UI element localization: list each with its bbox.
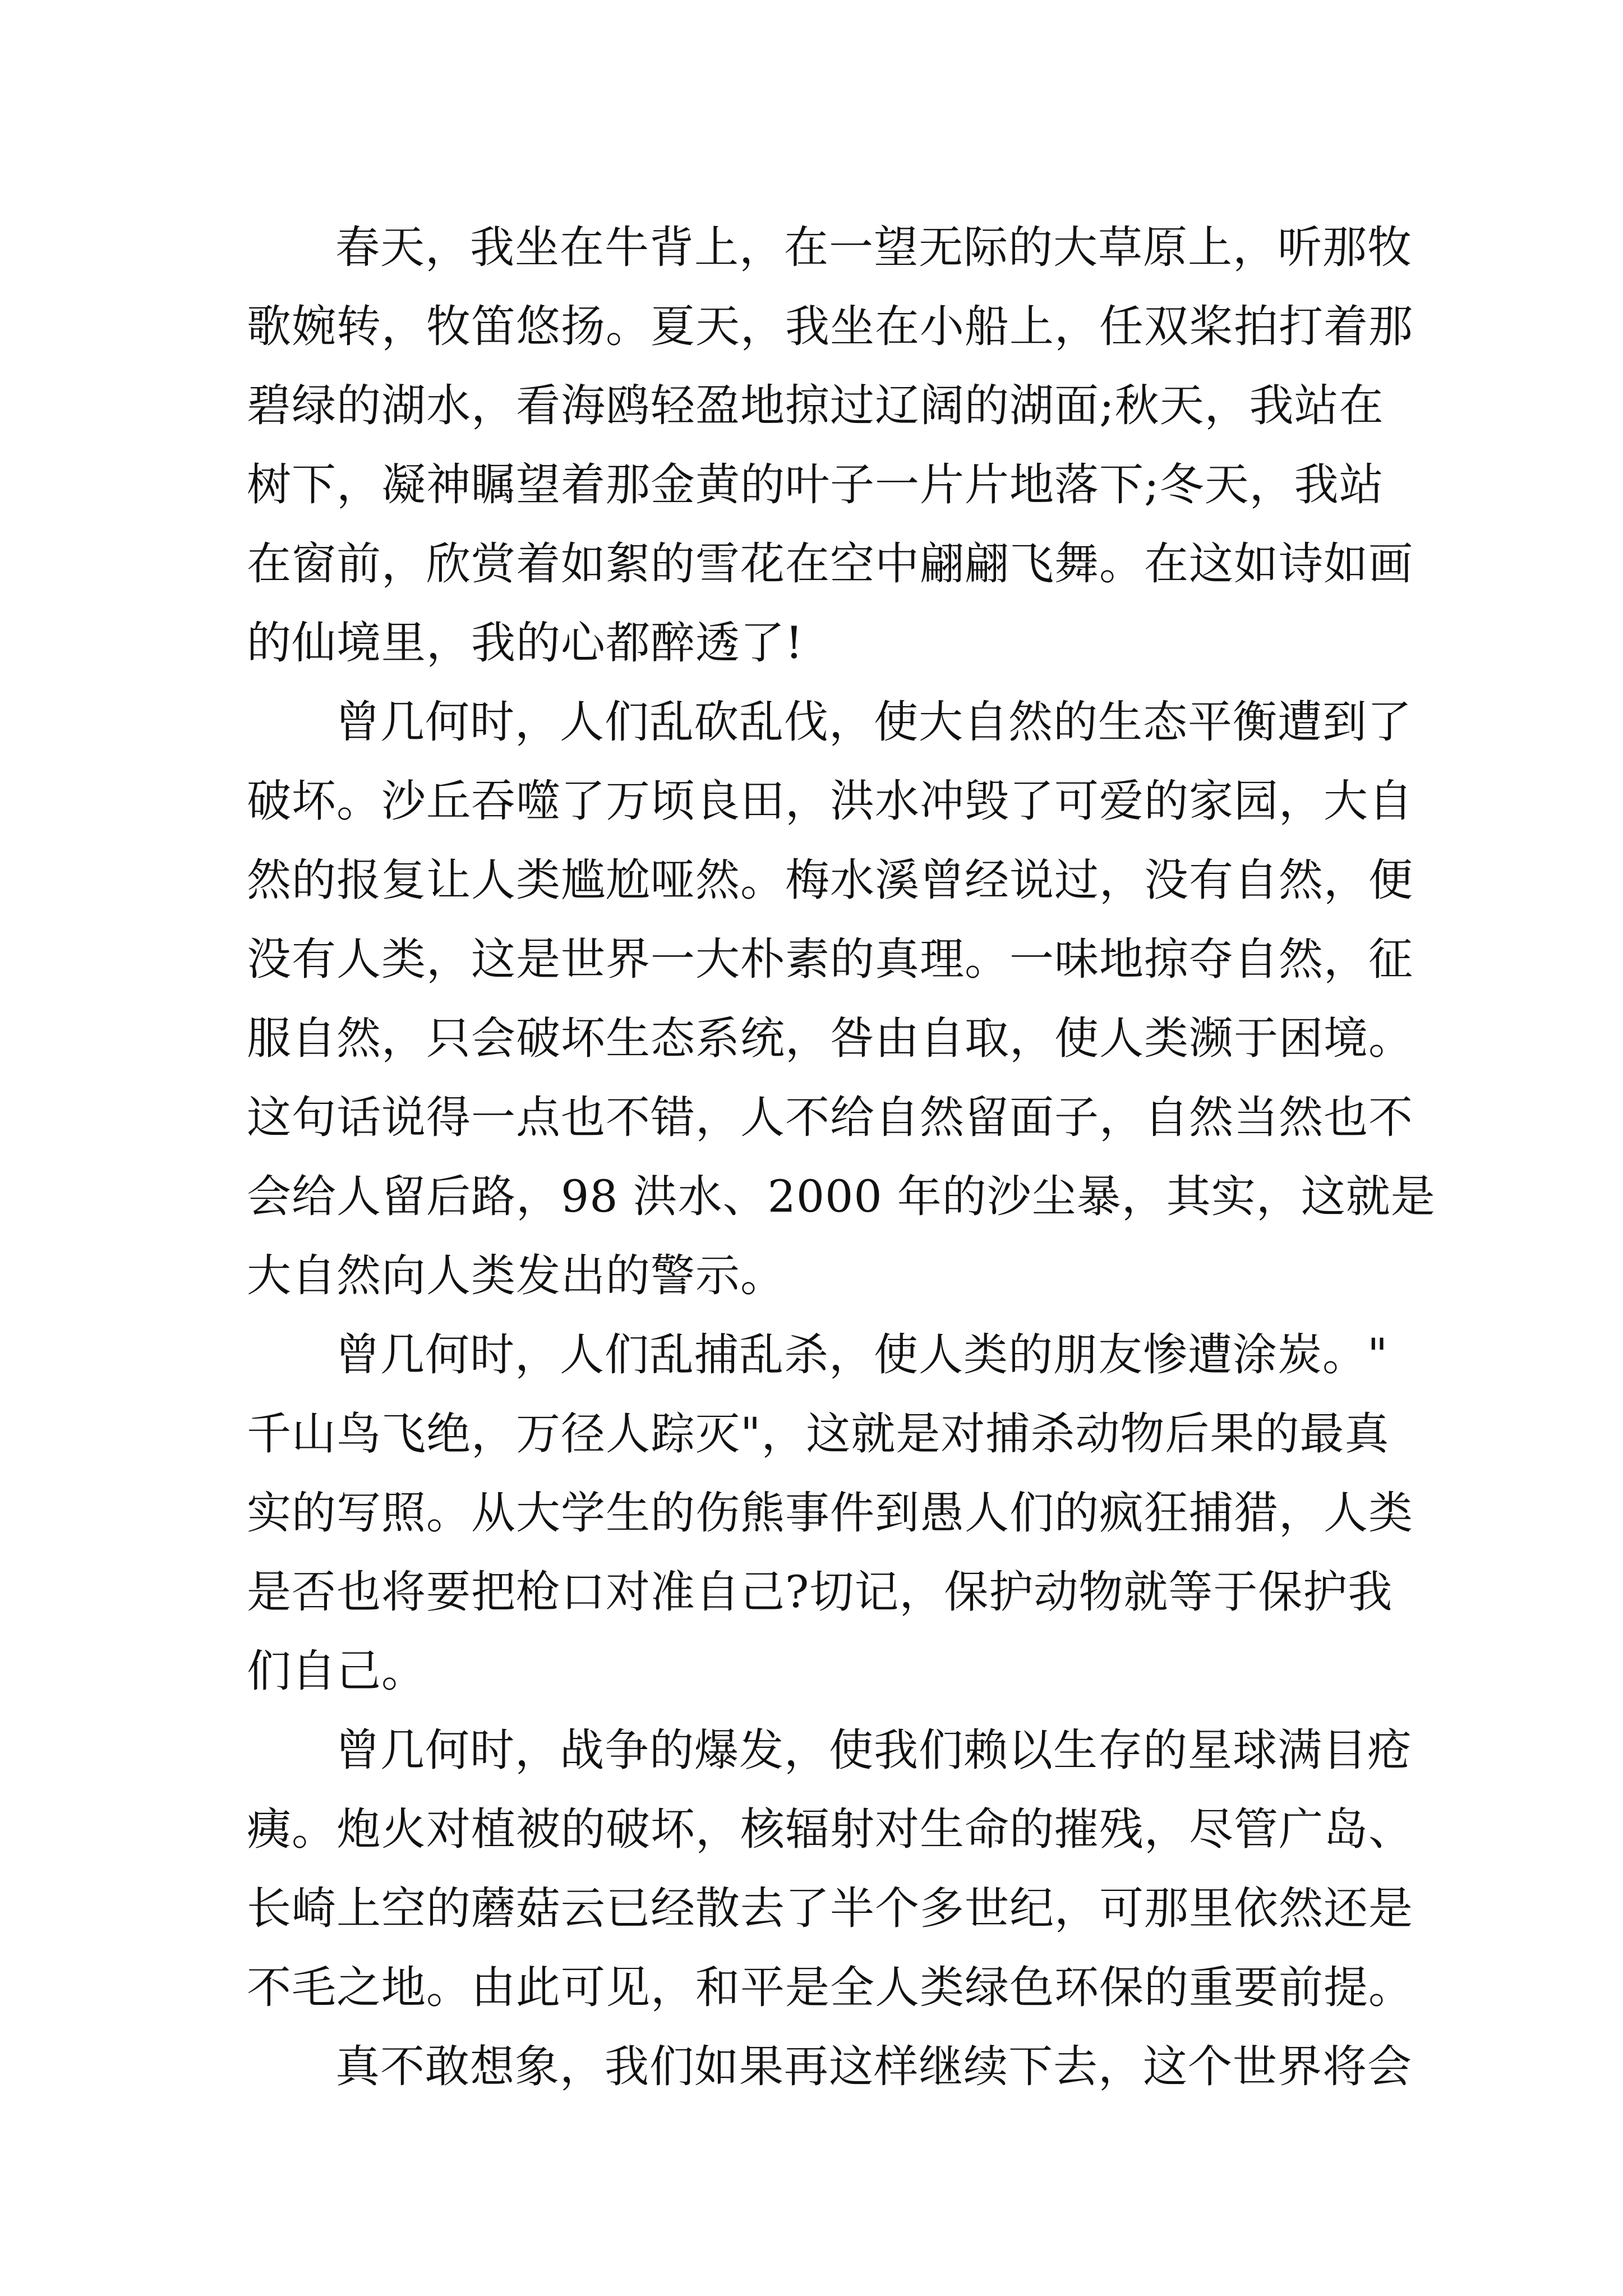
text-line: 长崎上空的蘑菇云已经散去了半个多世纪，可那里依然还是 [247,1883,1413,1934]
text-line: 在窗前，欣赏着如絮的雪花在空中翩翩飞舞。在这如诗如画 [247,538,1413,590]
text-line: 的仙境里，我的心都醉透了! [247,617,804,669]
text-line: 没有人类，这是世界一大朴素的真理。一味地掠夺自然，征 [247,933,1413,985]
text-line: 千山鸟飞绝，万径人踪灭"，这就是对捕杀动物后果的最真 [247,1408,1390,1460]
text-line: 真不敢想象，我们如果再这样继续下去，这个世界将会 [335,2041,1412,2092]
text-line: 大自然向人类发出的警示。 [247,1250,785,1301]
text-line: 痍。炮火对植被的破坏，核辐射对生命的摧残，尽管广岛、 [247,1803,1413,1855]
text-line: 会给人留后路，98 洪水、2000 年的沙尘暴，其实，这就是 [247,1171,1436,1222]
text-line: 是否也将要把枪口对准自己?切记，保护动物就等于保护我 [247,1566,1393,1618]
text-line: 这句话说得一点也不错，人不给自然留面子，自然当然也不 [247,1092,1413,1143]
text-line: 曾几何时，人们乱捕乱杀，使人类的朋友惨遭涂炭。" [335,1329,1389,1381]
text-line: 碧绿的湖水，看海鸥轻盈地掠过辽阔的湖面;秋天，我站在 [247,380,1384,431]
text-line: 不毛之地。由此可见，和平是全人类绿色环保的重要前提。 [247,1962,1413,2013]
text-line: 歌婉转，牧笛悠扬。夏天，我坐在小船上，任双桨拍打着那 [247,301,1413,352]
text-line: 春天，我坐在牛背上，在一望无际的大草原上，听那牧 [335,222,1412,273]
text-line: 树下，凝神瞩望着那金黄的叶子一片片地落下;冬天，我站 [247,459,1384,510]
text-line: 服自然，只会破坏生态系统，咎由自取，使人类濒于困境。 [247,1013,1413,1064]
text-line: 曾几何时，人们乱砍乱伐，使大自然的生态平衡遭到了 [335,696,1412,748]
text-line: 曾几何时，战争的爆发，使我们赖以生存的星球满目疮 [335,1724,1412,1776]
text-line: 破坏。沙丘吞噬了万顷良田，洪水冲毁了可爱的家园，大自 [247,775,1413,827]
text-line: 们自己。 [247,1645,426,1697]
text-line: 然的报复让人类尴尬哑然。梅水溪曾经说过，没有自然，便 [247,854,1413,906]
text-line: 实的写照。从大学生的伤熊事件到愚人们的疯狂捕猎，人类 [247,1487,1413,1539]
